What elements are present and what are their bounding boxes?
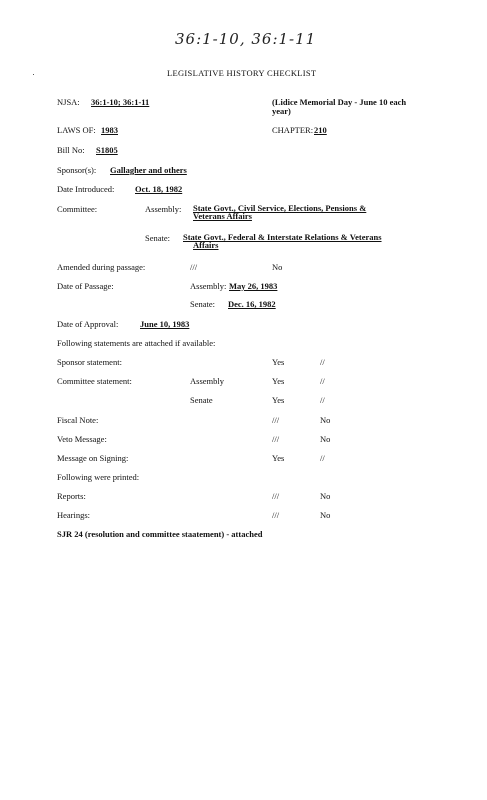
committee-assembly-label: Assembly: (145, 204, 182, 214)
committee-assembly-line2: Veterans Affairs (193, 211, 252, 221)
amended-mark: /// (190, 262, 198, 272)
date-introduced-label: Date Introduced: (57, 184, 115, 194)
committee-senate-line2: Affairs (193, 240, 219, 250)
committee-statement-assembly-answer: Yes (272, 376, 285, 386)
footer-note: SJR 24 (resolution and committee staatement) - attached (57, 529, 263, 539)
chapter-label: CHAPTER: (272, 125, 314, 135)
sponsor-statement-mark: // (320, 357, 325, 367)
handwritten-statute-reference: 36:1-10, 36:1-11 (175, 30, 317, 48)
committee-statement-assembly-mark: // (320, 376, 325, 386)
passage-senate-label: Senate: (190, 299, 216, 309)
attached-heading: Following statements are attached if available: (57, 338, 216, 348)
committee-assembly-line1: State Govt., Civil Service, Elections, Pensions & (193, 203, 367, 213)
hearings-answer: No (320, 510, 331, 520)
chapter-value: 210 (314, 125, 327, 135)
amended-value: No (272, 262, 283, 272)
approval-label: Date of Approval: (57, 319, 119, 329)
hearings-label: Hearings: (57, 510, 91, 520)
signing-message-label: Message on Signing: (57, 453, 129, 463)
committee-senate-label: Senate: (145, 233, 171, 243)
njsa-note-line1: (Lidice Memorial Day - June 10 each (272, 97, 407, 107)
njsa-value: 36:1-10; 36:1-11 (91, 97, 150, 107)
signing-message-answer: Yes (272, 453, 285, 463)
document-title: LEGISLATIVE HISTORY CHECKLIST (167, 68, 317, 78)
hearings-mark: /// (272, 510, 280, 520)
sponsor-statement-answer: Yes (272, 357, 285, 367)
committee-statement-senate-mark: // (320, 395, 325, 405)
passage-assembly-label: Assembly: (190, 281, 227, 291)
committee-statement-label: Committee statement: (57, 376, 132, 386)
laws-of-label: LAWS OF: (57, 125, 96, 135)
veto-message-mark: /// (272, 434, 280, 444)
reports-mark: /// (272, 491, 280, 501)
fiscal-note-answer: No (320, 415, 331, 425)
approval-value: June 10, 1983 (140, 319, 190, 329)
fiscal-note-mark: /// (272, 415, 280, 425)
committee-label: Committee: (57, 204, 98, 214)
signing-message-mark: // (320, 453, 325, 463)
bill-no-label: Bill No: (57, 145, 85, 155)
passage-label: Date of Passage: (57, 281, 114, 291)
sponsor-statement-label: Sponsor statement: (57, 357, 122, 367)
passage-senate-value: Dec. 16, 1982 (228, 299, 276, 309)
veto-message-label: Veto Message: (57, 434, 107, 444)
reports-answer: No (320, 491, 331, 501)
date-introduced-value: Oct. 18, 1982 (135, 184, 183, 194)
sponsors-label: Sponsor(s): (57, 165, 97, 175)
committee-senate-line1: State Govt., Federal & Interstate Relations & Veterans (183, 232, 382, 242)
bill-no-value: S1805 (96, 145, 118, 155)
committee-statement-assembly-label: Assembly (190, 376, 224, 386)
printed-heading: Following were printed: (57, 472, 140, 482)
fiscal-note-label: Fiscal Note: (57, 415, 99, 425)
veto-message-answer: No (320, 434, 331, 444)
amended-label: Amended during passage: (57, 262, 146, 272)
passage-assembly-value: May 26, 1983 (229, 281, 278, 291)
reports-label: Reports: (57, 491, 86, 501)
committee-statement-senate-answer: Yes (272, 395, 285, 405)
laws-of-value: 1983 (101, 125, 118, 135)
njsa-note-line2: year) (272, 106, 291, 116)
scan-speck (33, 74, 34, 75)
committee-statement-senate-label: Senate (190, 395, 213, 405)
njsa-label: NJSA: (57, 97, 80, 107)
sponsors-value: Gallagher and others (110, 165, 187, 175)
